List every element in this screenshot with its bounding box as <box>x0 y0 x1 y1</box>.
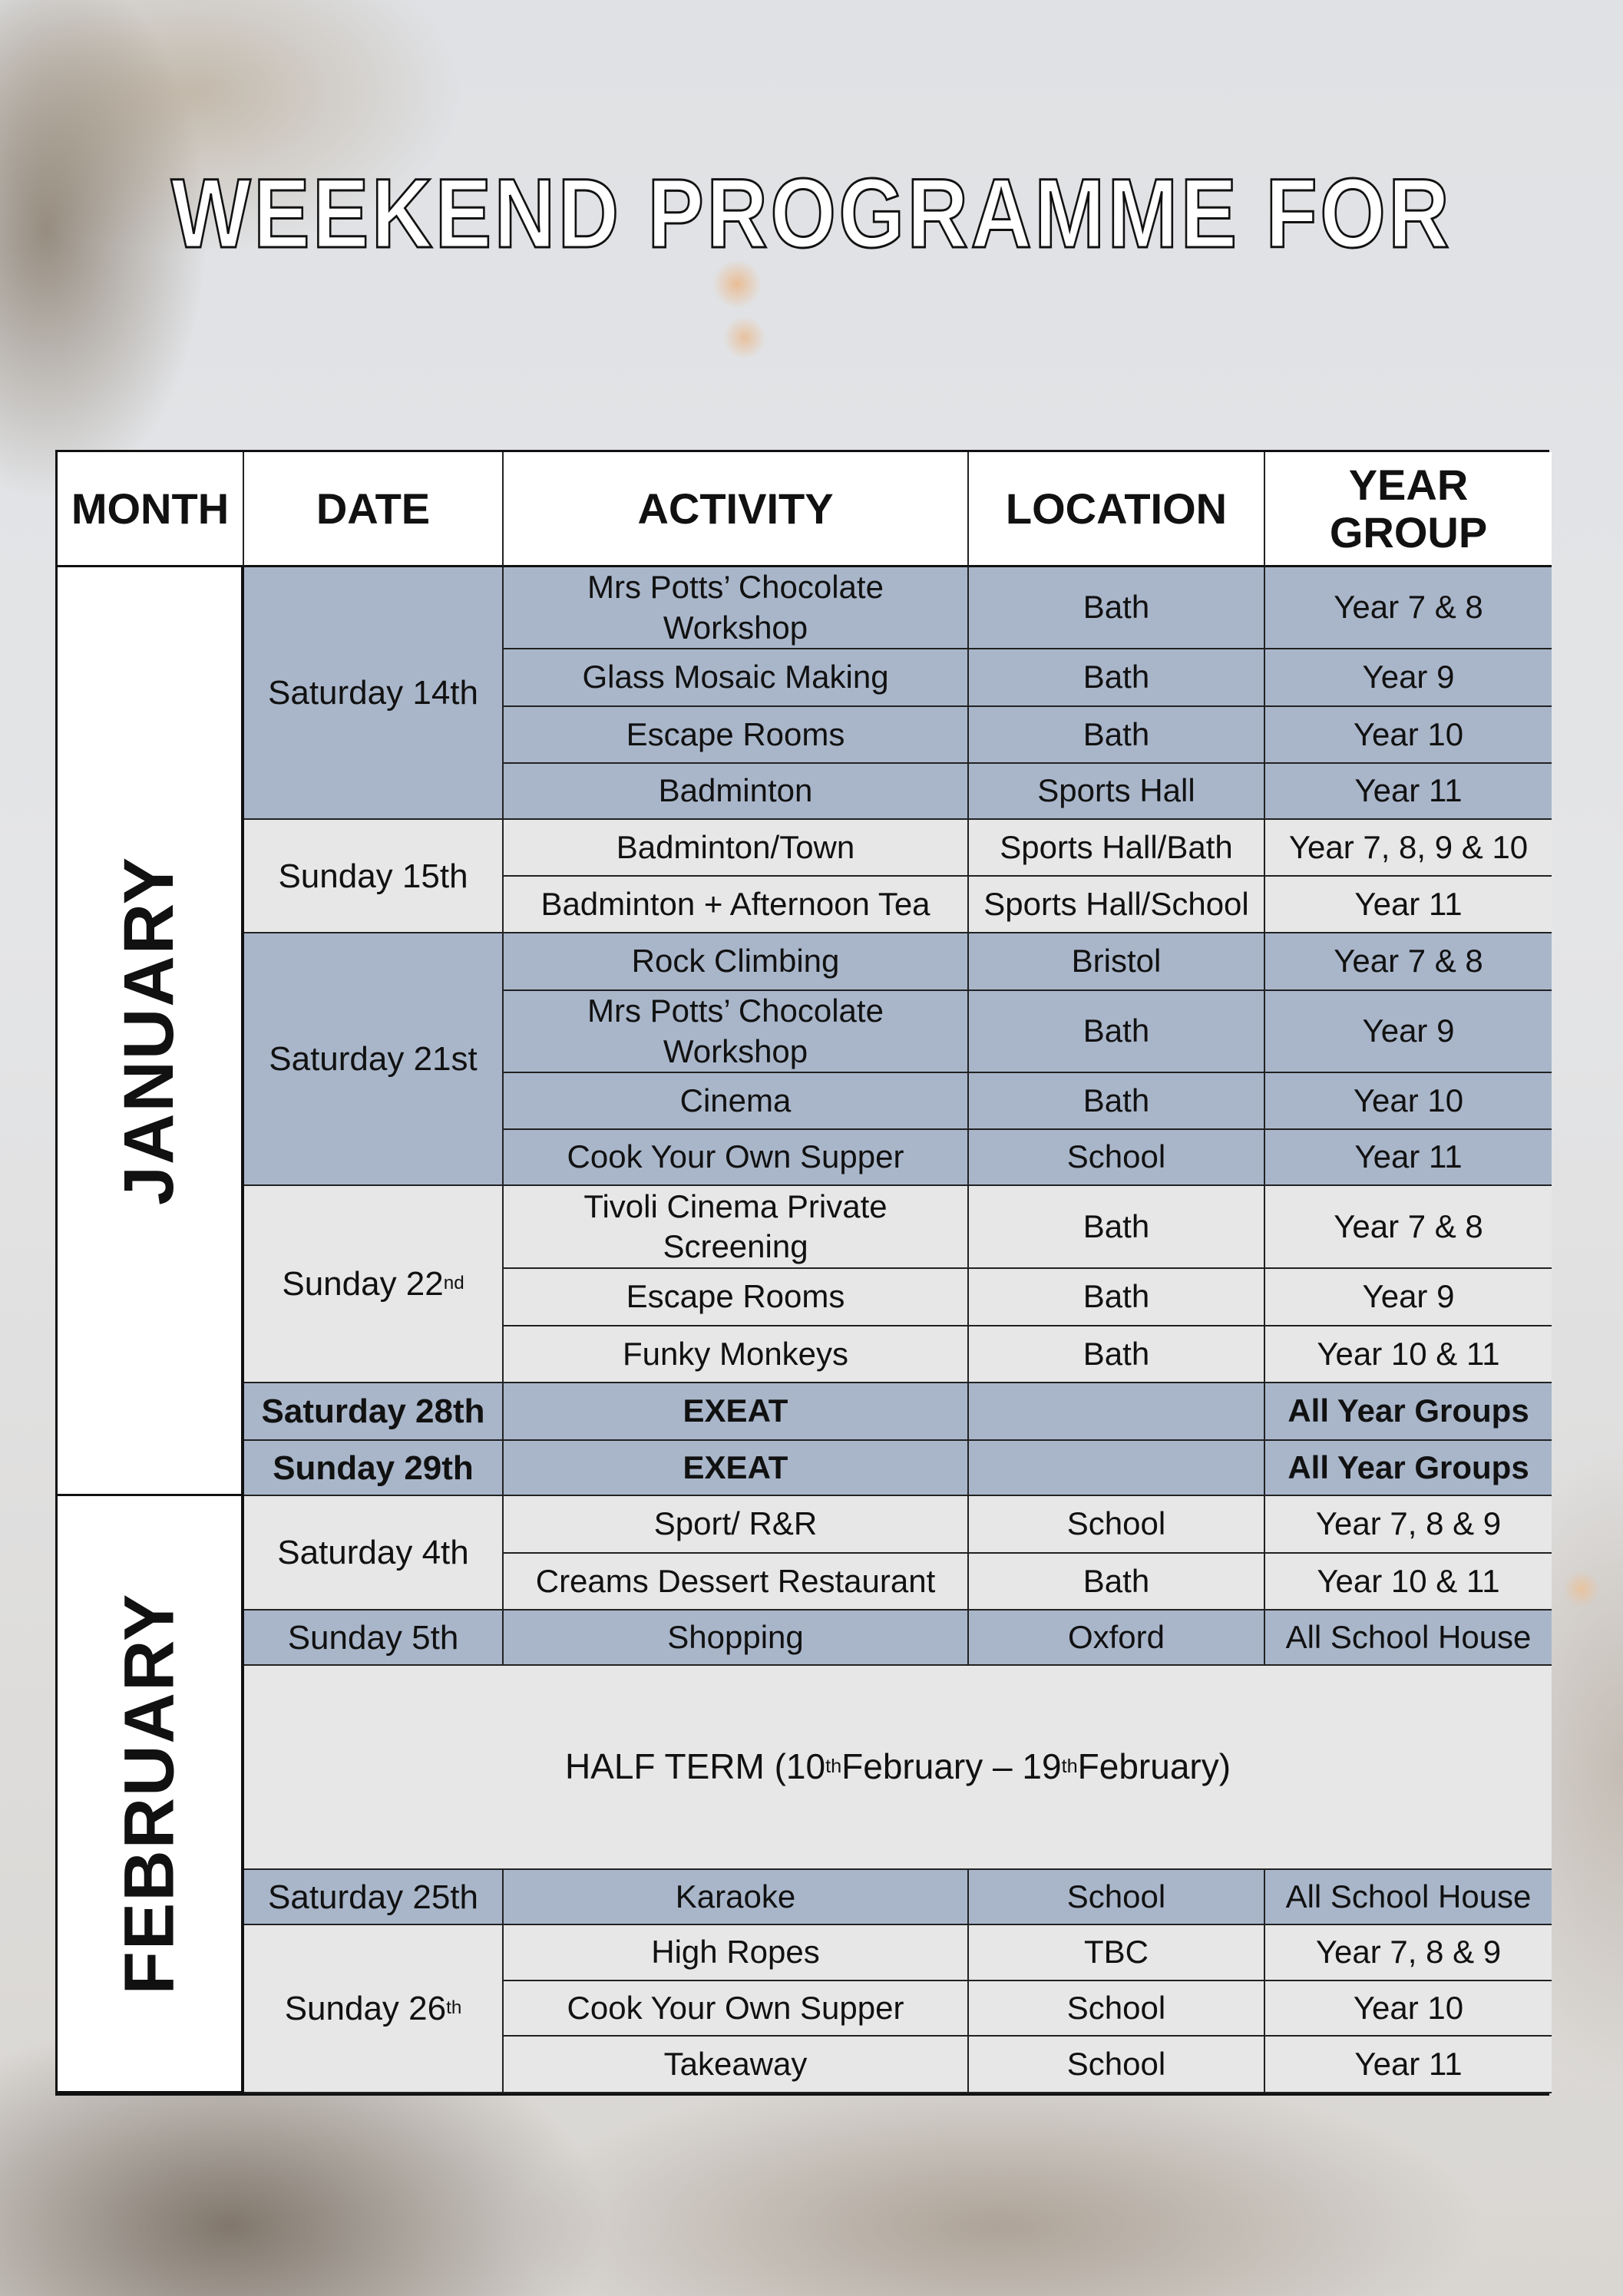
year-group-cell: Year 10 & 11 <box>1265 1326 1552 1383</box>
location-cell: School <box>969 1870 1265 1925</box>
location-cell: Bath <box>969 1554 1265 1611</box>
location-cell: Bath <box>969 1269 1265 1326</box>
year-group-cell: Year 9 <box>1265 991 1552 1073</box>
location-cell: TBC <box>969 1925 1265 1981</box>
location-cell: School <box>969 1981 1265 2037</box>
year-group-cell: Year 7 & 8 <box>1265 567 1552 649</box>
half-term-text: February – 19 <box>841 1746 1062 1787</box>
programme-table <box>55 450 1549 2096</box>
half-term-text: HALF TERM (10 <box>564 1746 826 1787</box>
month-label: FEBRUARY <box>110 1592 188 1995</box>
year-group-cell: Year 10 <box>1265 707 1552 764</box>
date-label: Saturday 28th <box>261 1392 485 1430</box>
year-group-cell: Year 11 <box>1265 2037 1552 2093</box>
month-label: JANUARY <box>110 855 188 1206</box>
year-group-cell: Year 7 & 8 <box>1265 1186 1552 1269</box>
half-term-text: th <box>1061 1756 1078 1778</box>
month-cell-february <box>58 1496 244 2093</box>
date-label: Sunday 5th <box>287 1618 459 1657</box>
activity-cell: Escape Rooms <box>504 1269 969 1326</box>
activity-cell: Creams Dessert Restaurant <box>504 1554 969 1611</box>
date-cell <box>244 1441 504 1496</box>
half-term-text: February) <box>1077 1746 1231 1787</box>
year-group-cell: Year 10 <box>1265 1073 1552 1130</box>
activity-cell: Rock Climbing <box>504 933 969 991</box>
date-label: Saturday 21st <box>269 1040 478 1078</box>
date-cell <box>244 567 504 820</box>
date-suffix: nd <box>443 1273 464 1294</box>
location-cell: Bath <box>969 1186 1265 1269</box>
location-cell: School <box>969 1130 1265 1186</box>
activity-cell: EXEAT <box>504 1441 969 1496</box>
activity-cell: Tivoli Cinema Private Screening <box>504 1186 969 1269</box>
header-month: MONTH <box>58 452 244 567</box>
date-cell <box>244 820 504 933</box>
date-cell <box>244 933 504 1186</box>
activity-cell: Cook Your Own Supper <box>504 1130 969 1186</box>
location-cell: Bath <box>969 567 1265 649</box>
location-cell: Bath <box>969 991 1265 1073</box>
location-cell: Oxford <box>969 1611 1265 1666</box>
date-label: Saturday 25th <box>268 1878 478 1916</box>
year-group-cell: Year 9 <box>1265 649 1552 707</box>
activity-cell: Shopping <box>504 1611 969 1666</box>
date-label: Sunday 22 <box>282 1265 444 1303</box>
activity-cell: Badminton <box>504 764 969 820</box>
header-date: DATE <box>244 452 504 567</box>
year-group-cell: Year 7 & 8 <box>1265 933 1552 991</box>
page-title: WEEKEND PROGRAMME FOR <box>170 159 1453 269</box>
date-label: Sunday 26 <box>284 1990 447 2027</box>
date-label: Saturday 4th <box>277 1534 469 1571</box>
date-cell <box>244 1925 504 2093</box>
header-location: LOCATION <box>969 452 1265 567</box>
year-group-cell: Year 10 & 11 <box>1265 1554 1552 1611</box>
month-cell-january <box>58 567 244 1496</box>
activity-cell: High Ropes <box>504 1925 969 1981</box>
year-group-cell: Year 10 <box>1265 1981 1552 2037</box>
location-cell: Sports Hall/School <box>969 877 1265 933</box>
location-cell: Bath <box>969 1326 1265 1383</box>
activity-cell: Karaoke <box>504 1870 969 1925</box>
year-group-cell: Year 7, 8, 9 & 10 <box>1265 820 1552 877</box>
half-term-text: th <box>825 1756 842 1778</box>
header-year-group: YEAR GROUP <box>1265 452 1552 567</box>
date-label: Sunday 29th <box>273 1449 474 1487</box>
year-group-cell: All School House <box>1265 1870 1552 1925</box>
activity-cell: Cinema <box>504 1073 969 1130</box>
year-group-cell: Year 7, 8 & 9 <box>1265 1925 1552 1981</box>
year-group-cell: Year 9 <box>1265 1269 1552 1326</box>
year-group-cell: Year 11 <box>1265 877 1552 933</box>
header-activity: ACTIVITY <box>504 452 969 567</box>
activity-cell: Mrs Potts’ Chocolate Workshop <box>504 567 969 649</box>
location-cell: Bath <box>969 707 1265 764</box>
location-cell: Sports Hall/Bath <box>969 820 1265 877</box>
half-term-row <box>244 1666 1552 1870</box>
location-cell: Bath <box>969 649 1265 707</box>
date-cell <box>244 1870 504 1925</box>
activity-cell: Cook Your Own Supper <box>504 1981 969 2037</box>
year-group-cell: All School House <box>1265 1611 1552 1666</box>
location-cell <box>969 1441 1265 1496</box>
activity-cell: Takeaway <box>504 2037 969 2093</box>
location-cell: Bristol <box>969 933 1265 991</box>
date-cell <box>244 1611 504 1666</box>
location-cell <box>969 1383 1265 1441</box>
activity-cell: Mrs Potts’ Chocolate Workshop <box>504 991 969 1073</box>
activity-cell: EXEAT <box>504 1383 969 1441</box>
activity-cell: Funky Monkeys <box>504 1326 969 1383</box>
activity-cell: Badminton/Town <box>504 820 969 877</box>
date-cell <box>244 1496 504 1611</box>
year-group-cell: Year 11 <box>1265 1130 1552 1186</box>
activity-cell: Sport/ R&R <box>504 1496 969 1554</box>
date-label: Sunday 15th <box>278 857 468 895</box>
location-cell: Bath <box>969 1073 1265 1130</box>
activity-cell: Glass Mosaic Making <box>504 649 969 707</box>
location-cell: School <box>969 1496 1265 1554</box>
year-group-cell: Year 11 <box>1265 764 1552 820</box>
activity-cell: Escape Rooms <box>504 707 969 764</box>
date-suffix: th <box>446 1997 462 2019</box>
date-label: Saturday 14th <box>268 674 478 712</box>
activity-cell: Badminton + Afternoon Tea <box>504 877 969 933</box>
location-cell: School <box>969 2037 1265 2093</box>
date-cell <box>244 1186 504 1383</box>
location-cell: Sports Hall <box>969 764 1265 820</box>
year-group-cell: All Year Groups <box>1265 1383 1552 1441</box>
year-group-cell: Year 7, 8 & 9 <box>1265 1496 1552 1554</box>
year-group-cell: All Year Groups <box>1265 1441 1552 1496</box>
date-cell <box>244 1383 504 1441</box>
